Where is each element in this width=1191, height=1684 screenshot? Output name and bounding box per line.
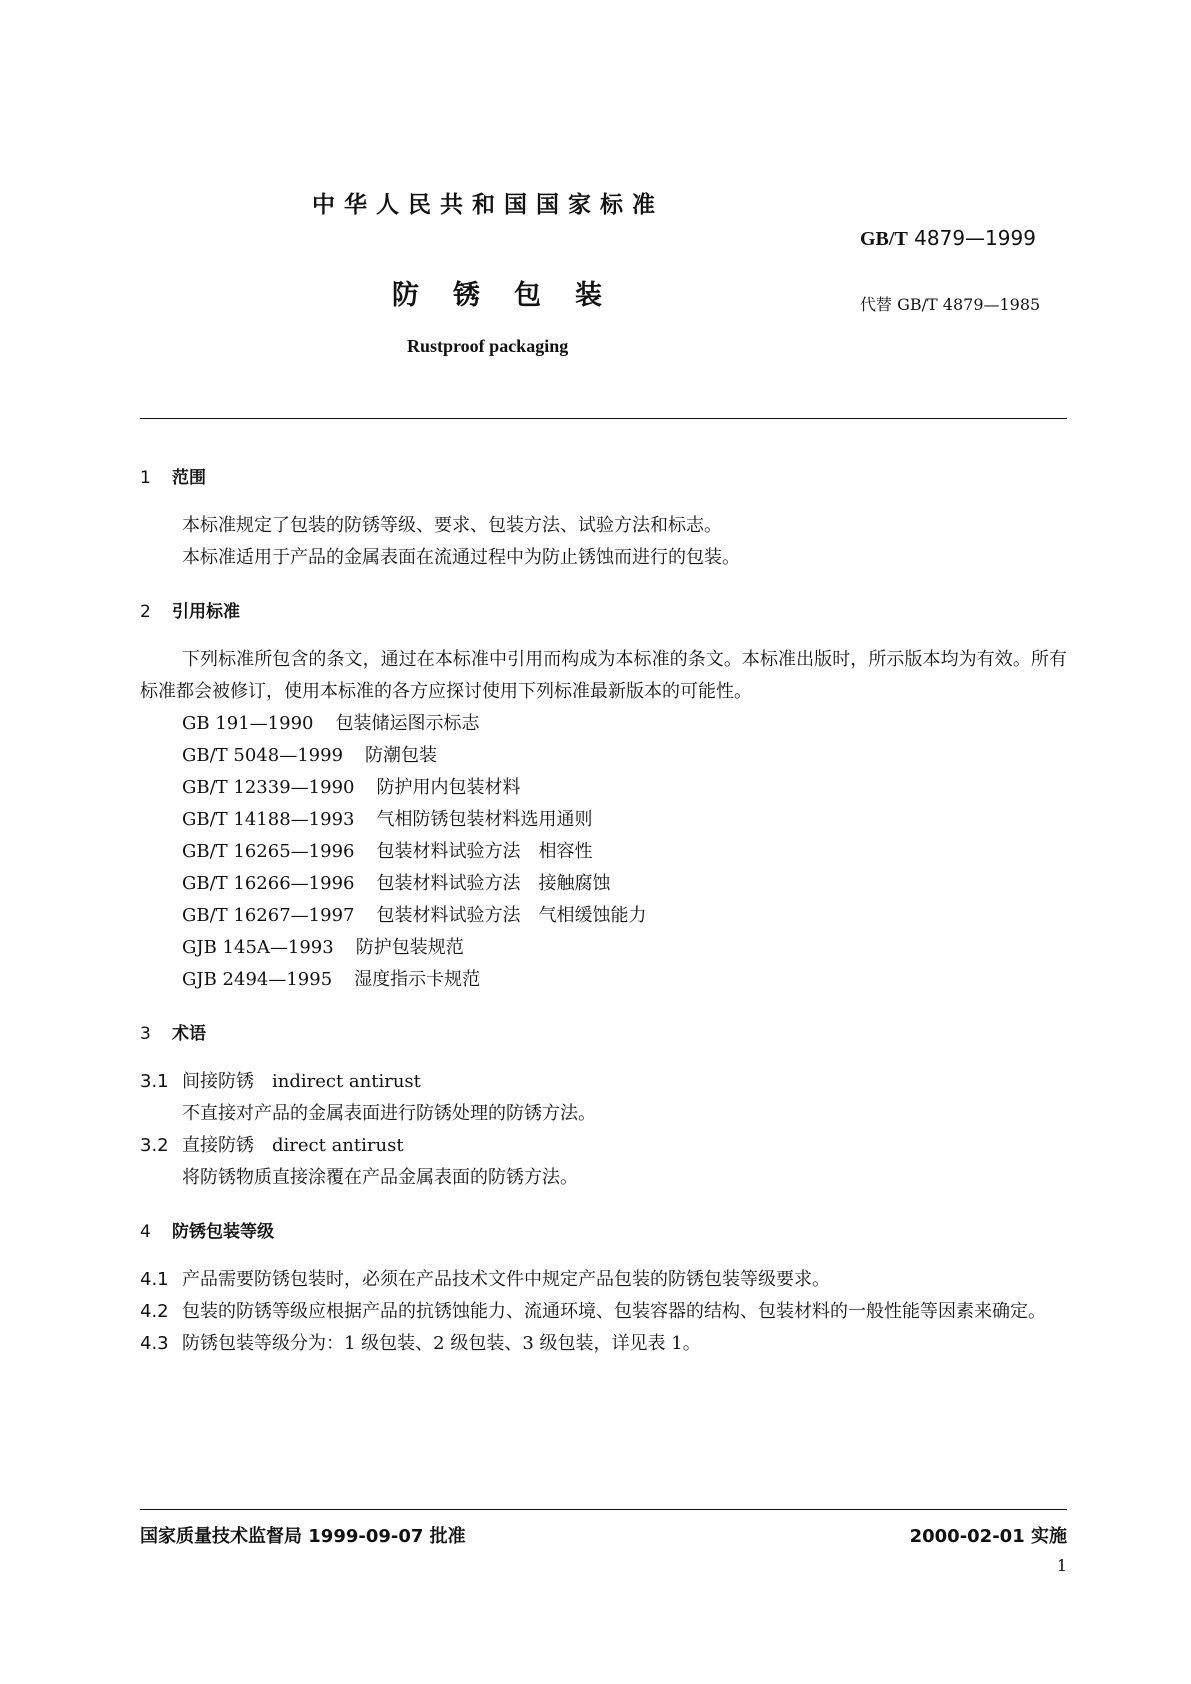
clause-number: 4.1 xyxy=(140,1269,169,1290)
reference-item xyxy=(140,740,1067,772)
national-standard-title: 中华人民共和国国家标准 xyxy=(312,192,664,218)
reference-item xyxy=(140,772,1067,804)
reference-code: GB/T 5048—1999 xyxy=(182,745,344,766)
reference-title: 包装材料试验方法 相容性 xyxy=(376,841,593,862)
standard-number: 4879—1999 xyxy=(914,226,1036,250)
clause xyxy=(140,1328,1067,1360)
effective-date: 2000-02-01 实施 xyxy=(909,1526,1067,1547)
term-english: indirect antirust xyxy=(272,1071,421,1092)
term-english: direct antirust xyxy=(272,1135,404,1156)
reference-code: GB/T 16265—1996 xyxy=(182,841,355,862)
reference-code: GB/T 12339—1990 xyxy=(182,777,355,798)
approval-info: 国家质量技术监督局 1999-09-07 批准 xyxy=(140,1526,466,1547)
term-number: 3.1 xyxy=(140,1071,169,1092)
standard-prefix: GB/T xyxy=(860,228,908,250)
document-body xyxy=(140,462,1067,1360)
section-number: 1 xyxy=(140,468,151,488)
reference-item xyxy=(140,932,1067,964)
section-heading xyxy=(140,1216,1067,1248)
page-number: 1 xyxy=(1056,1556,1067,1575)
reference-title: 气相防锈包装材料选用通则 xyxy=(376,809,593,830)
section-number: 4 xyxy=(140,1222,151,1242)
paragraph: 本标准适用于产品的金属表面在流通过程中为防止锈蚀而进行的包装。 xyxy=(182,547,740,568)
reference-code: GB 191—1990 xyxy=(182,713,314,734)
term-chinese: 直接防锈 xyxy=(182,1135,254,1156)
clause-number: 4.2 xyxy=(140,1301,169,1322)
clause-text: 产品需要防锈包装时，必须在产品技术文件中规定产品包装的防锈包装等级要求。 xyxy=(182,1269,830,1290)
reference-title: 防潮包装 xyxy=(365,745,438,766)
reference-item xyxy=(140,804,1067,836)
clause-text: 防锈包装等级分为：1 级包装、2 级包装、3 级包装，详见表 1。 xyxy=(182,1333,701,1354)
paragraph: 本标准规定了包装的防锈等级、要求、包装方法、试验方法和标志。 xyxy=(182,515,722,536)
paragraph: 下列标准所包含的条文，通过在本标准中引用而构成为本标准的条文。本标准出版时，所示版本均为有效。所有标准都会被修订，使用本标准的各方应探讨使用下列标准最新版本的可能性。 xyxy=(140,649,1067,702)
standard-code xyxy=(860,226,1036,251)
reference-title: 包装储运图示标志 xyxy=(335,713,480,734)
reference-item xyxy=(140,964,1067,996)
section-number: 2 xyxy=(140,602,151,622)
reference-title: 防护包装规范 xyxy=(355,937,464,958)
reference-code: GB/T 16267—1997 xyxy=(182,905,355,926)
reference-item xyxy=(140,836,1067,868)
clause xyxy=(140,1264,1067,1296)
section-title: 范围 xyxy=(172,468,206,488)
reference-code: GB/T 14188—1993 xyxy=(182,809,355,830)
clause-text: 包装的防锈等级应根据产品的抗锈蚀能力、流通环境、包装容器的结构、包装材料的一般性能等因素来确定。 xyxy=(182,1301,1046,1322)
reference-title: 包装材料试验方法 接触腐蚀 xyxy=(376,873,611,894)
reference-item xyxy=(140,900,1067,932)
section-title: 术语 xyxy=(172,1024,206,1044)
term-definition: 不直接对产品的金属表面进行防锈处理的防锈方法。 xyxy=(182,1103,596,1124)
reference-item xyxy=(140,708,1067,740)
reference-title: 包装材料试验方法 气相缓蚀能力 xyxy=(376,905,647,926)
term-number: 3.2 xyxy=(140,1135,169,1156)
section-title: 防锈包装等级 xyxy=(172,1222,274,1242)
header-divider xyxy=(140,418,1067,419)
reference-code: GJB 2494—1995 xyxy=(182,969,333,990)
reference-code: GB/T 16266—1996 xyxy=(182,873,355,894)
document-title: 防锈包装 xyxy=(392,280,636,311)
reference-title: 防护用内包装材料 xyxy=(376,777,521,798)
footer-divider xyxy=(140,1509,1067,1510)
section-heading xyxy=(140,596,1067,628)
term-entry xyxy=(140,1066,1067,1098)
section-heading xyxy=(140,462,1067,494)
term-chinese: 间接防锈 xyxy=(182,1071,254,1092)
reference-title: 湿度指示卡规范 xyxy=(354,969,481,990)
section-heading xyxy=(140,1018,1067,1050)
english-title: Rustproof packaging xyxy=(407,336,569,356)
clause-number: 4.3 xyxy=(140,1333,169,1354)
section-title: 引用标准 xyxy=(172,602,240,622)
term-definition: 将防锈物质直接涂覆在产品金属表面的防锈方法。 xyxy=(182,1167,578,1188)
section-number: 3 xyxy=(140,1024,151,1044)
clause xyxy=(140,1296,1067,1328)
reference-code: GJB 145A—1993 xyxy=(182,937,334,958)
reference-item xyxy=(140,868,1067,900)
term-entry xyxy=(140,1130,1067,1162)
replaces-standard: 代替 GB/T 4879—1985 xyxy=(860,295,1041,314)
